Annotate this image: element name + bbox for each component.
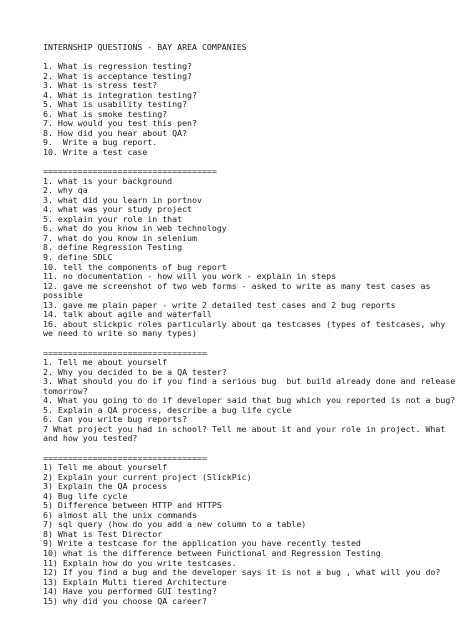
question-line: 10) what is the difference between Functional and Regression Testing xyxy=(43,547,381,558)
question-line: 8. define Regression Testing xyxy=(43,242,183,253)
question-line: 10. tell the components of bug report xyxy=(43,261,227,272)
question-line: 11) Explain how do you write testcases. xyxy=(43,557,237,568)
question-line: 4. what was your study project xyxy=(43,204,193,215)
question-line: we need to write so many types) xyxy=(43,328,197,339)
question-line: 8) What is Test Director xyxy=(43,528,163,539)
question-line: 14) Have you performed GUI testing? xyxy=(43,586,217,597)
question-line: 7. How would you test this pen? xyxy=(43,118,197,129)
document-title: INTERNSHIP QUESTIONS - BAY AREA COMPANIES xyxy=(43,42,247,52)
question-line: 1. Tell me about yourself xyxy=(43,357,168,368)
question-line: 16. about slickpic roles particularly about qa testcases (types of testcases, why xyxy=(43,318,446,329)
question-line: 7) sql query (how do you add a new column to a table) xyxy=(43,519,307,530)
question-line: 14. talk about agile and waterfall xyxy=(43,309,212,320)
question-line: 6. Can you write bug reports? xyxy=(43,414,188,425)
question-line: 5. explain your role in that xyxy=(43,213,183,224)
question-line: 1) Tell me about yourself xyxy=(43,462,168,473)
question-line: 11. no documentation - how will you work - explain in steps xyxy=(43,271,337,282)
question-line: 1. what is your background xyxy=(43,175,173,186)
question-line: 1. What is regression testing? xyxy=(43,61,193,72)
question-line: 4) Bug life cycle xyxy=(43,490,128,501)
question-line: 12. gave me screenshot of two web forms - asked to write as many test cases as xyxy=(43,280,431,291)
question-line: 2. Why you decided to be a QA tester? xyxy=(43,366,227,377)
question-line: 6) almost all the unix commands xyxy=(43,509,197,520)
question-line: 2. why qa xyxy=(43,185,88,196)
question-line: 3. what did you learn in portnov xyxy=(43,194,202,205)
question-line: 7 What project you had in school? Tell me about it and your role in project. What xyxy=(43,423,446,434)
section-separator: ================================= xyxy=(43,347,207,358)
question-line: 9. define SDLC xyxy=(43,252,113,263)
question-line: 13) Explain Multi tiered Architecture xyxy=(43,576,227,587)
question-line: 5. Explain a QA process, describe a bug life cycle xyxy=(43,404,292,415)
question-line: 10. Write a test case xyxy=(43,147,148,158)
question-line: possible xyxy=(43,290,83,301)
question-line: 6. What is smoke testing? xyxy=(43,108,168,119)
question-line: 2) Explain your current project (SlickPic) xyxy=(43,471,252,482)
question-line: 6. what do you know in web technology xyxy=(43,223,227,234)
question-section xyxy=(43,349,454,454)
question-line: 3. What is stress test? xyxy=(43,80,158,91)
question-line: 2. What is acceptance testing? xyxy=(43,70,193,81)
question-line: 9) Write a testcase for the application you have recently tested xyxy=(43,538,361,549)
question-line: 4. What is integration testing? xyxy=(43,89,197,100)
section-separator: ================================= xyxy=(43,452,207,463)
question-section xyxy=(43,454,454,607)
question-sections xyxy=(43,62,454,606)
question-line: and how you tested? xyxy=(43,433,138,444)
question-line: 5. What is usability testing? xyxy=(43,99,188,110)
question-line: 12) If you find a bug and the developer says it is not a bug , what will you do? xyxy=(43,567,441,578)
question-line: 15) why did you choose QA career? xyxy=(43,595,207,606)
question-line: tomorrow? xyxy=(43,385,88,396)
question-section xyxy=(43,167,454,348)
question-section xyxy=(43,62,454,167)
question-line: 5) Difference between HTTP and HTTPS xyxy=(43,500,222,511)
section-separator: =================================== xyxy=(43,166,217,177)
question-line: 4. What you going to do if developer said that bug which you reported is not a bug? xyxy=(43,395,456,406)
question-line: 9. Write a bug report. xyxy=(43,137,158,148)
question-line: 8. How did you hear about QA? xyxy=(43,127,188,138)
question-line: 13. gave me plain paper - write 2 detailed test cases and 2 bug reports xyxy=(43,299,396,310)
question-line: 3. What should you do if you find a serious bug but build already done and release xyxy=(43,376,456,387)
question-line: 7. what do you know in selenium xyxy=(43,232,197,243)
question-line: 3) Explain the QA process xyxy=(43,481,168,492)
